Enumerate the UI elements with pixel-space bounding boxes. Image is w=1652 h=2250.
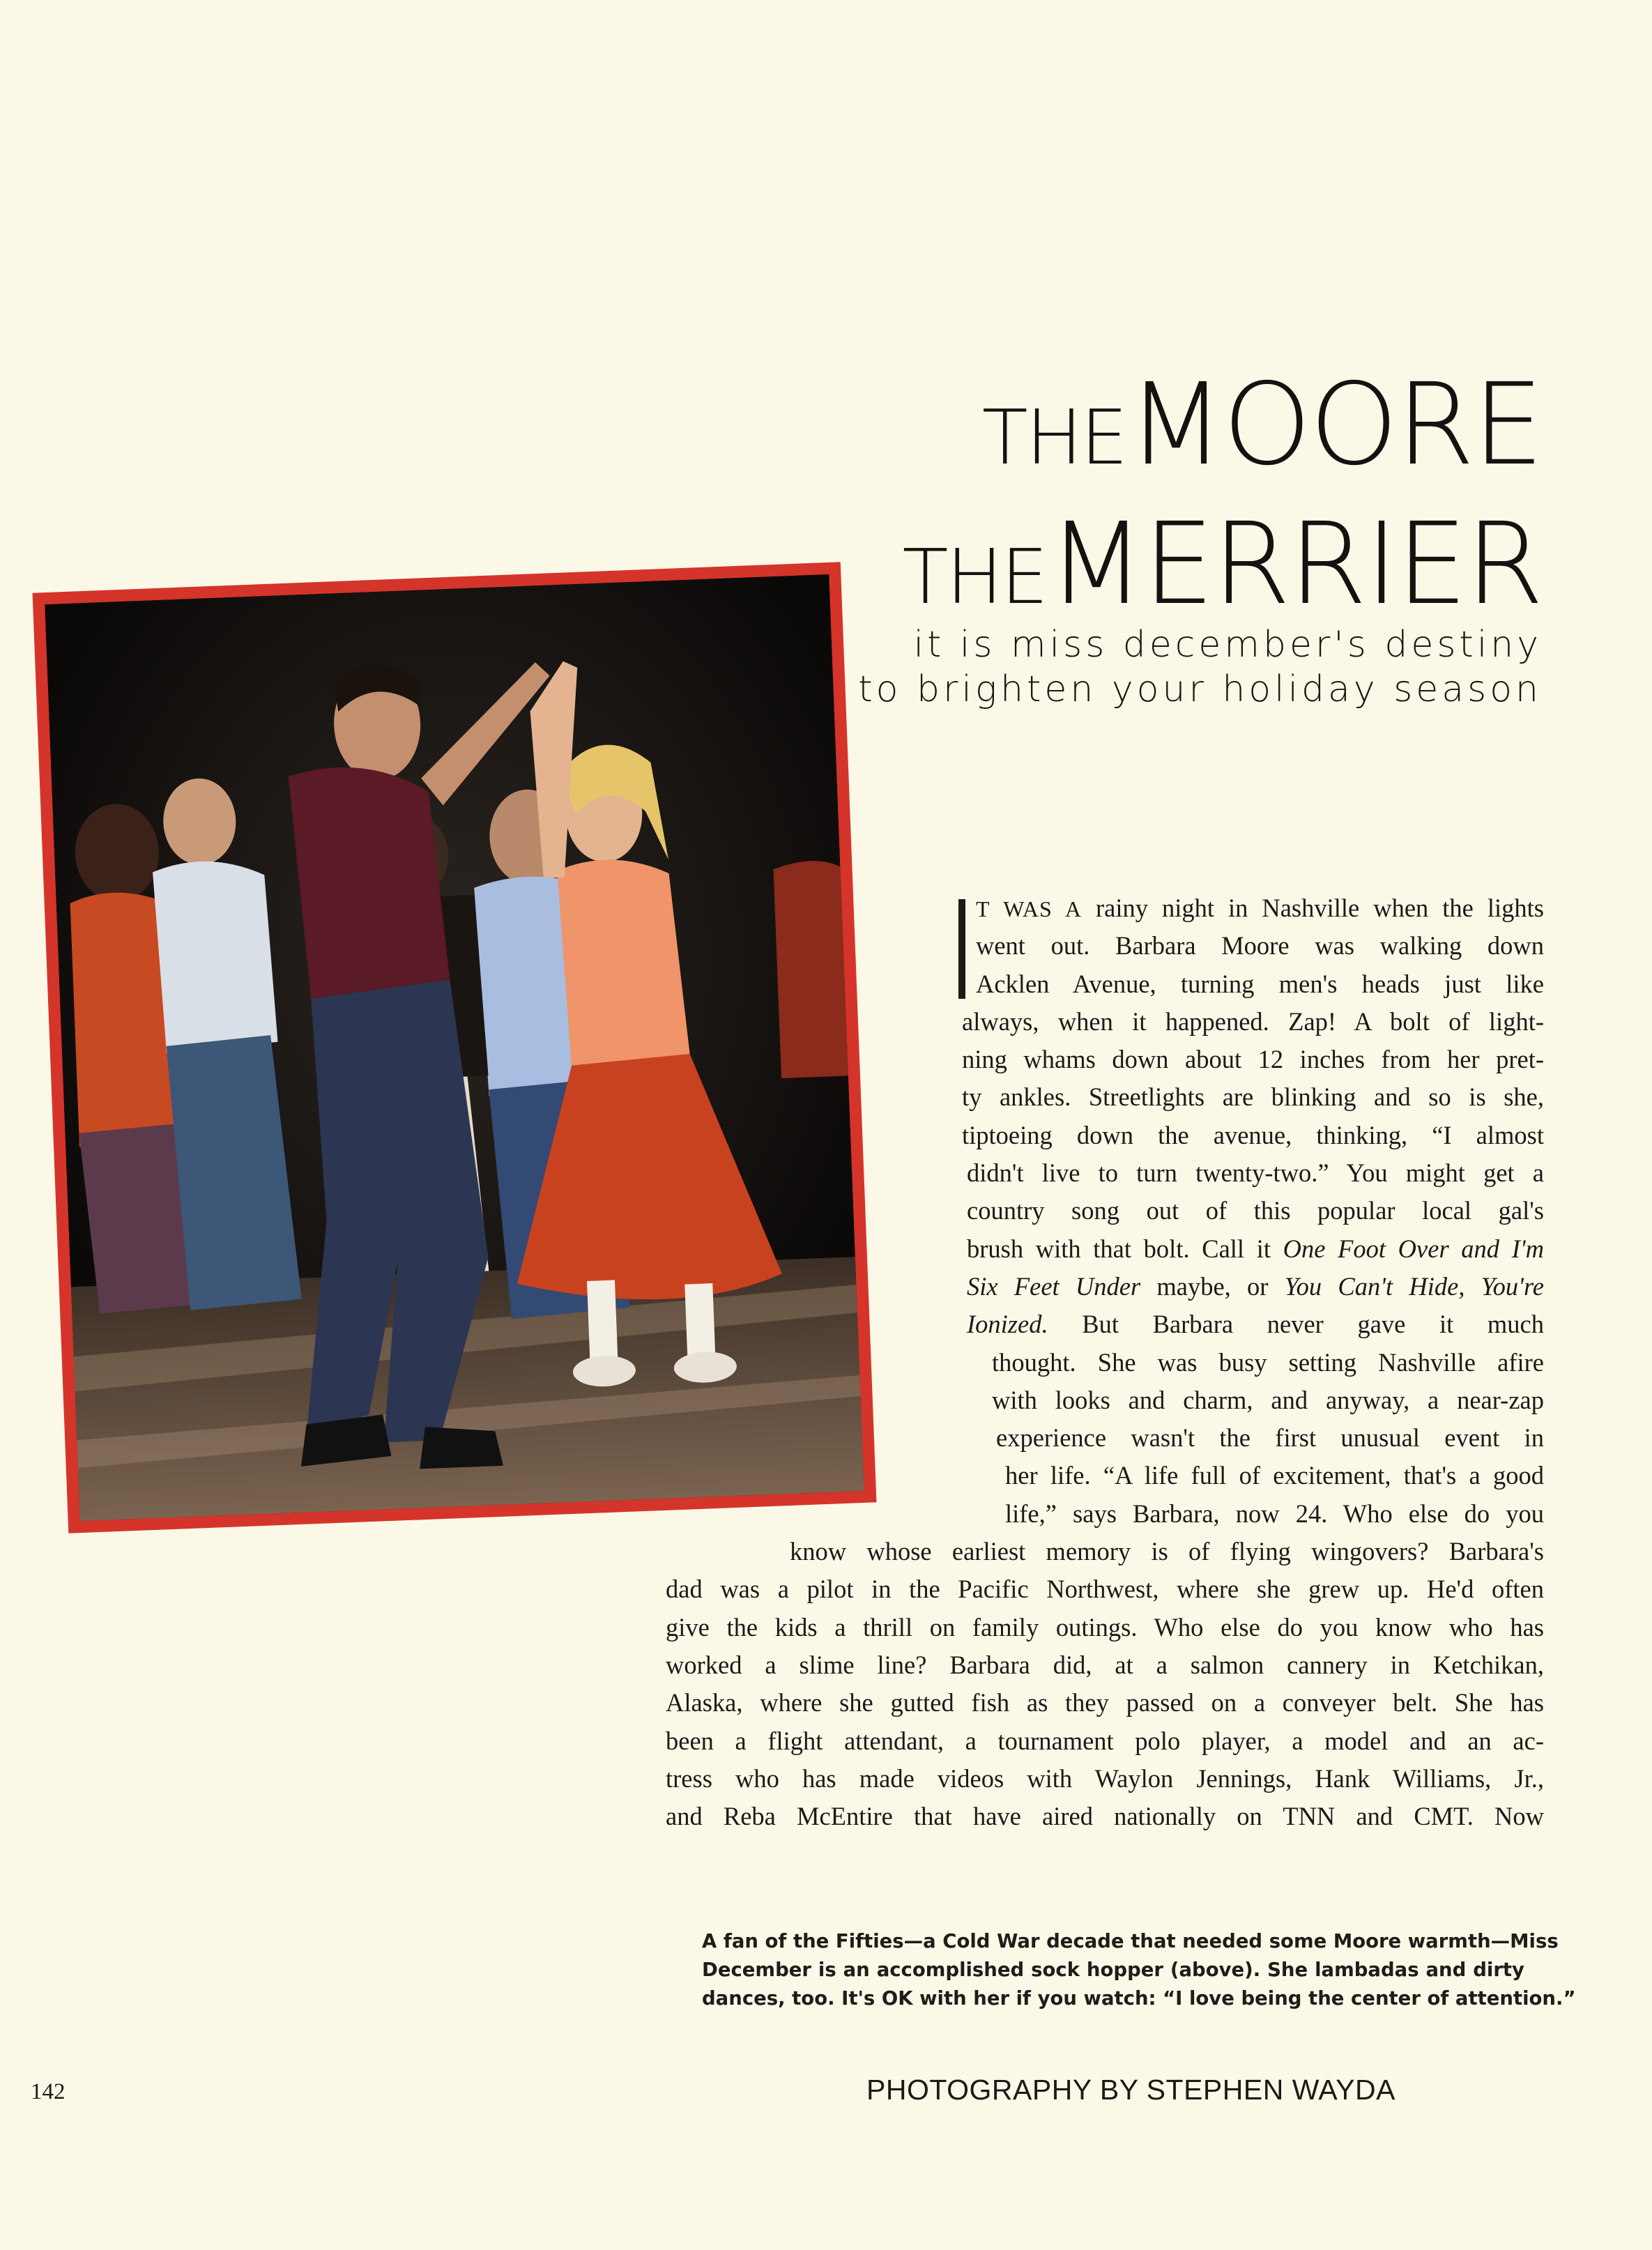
- body-line: brush with that bolt. Call it One Foot Over and I'm: [967, 1234, 1545, 1263]
- body-line: didn't live to turn twenty-two.” You might get a: [967, 1158, 1544, 1188]
- body-line: country song out of this popular local gal's: [967, 1196, 1544, 1225]
- body-line: give the kids a thrill on family outings. Who else do you know who has: [666, 1612, 1544, 1641]
- body-line: and Reba McEntire that have aired nationally on TNN and CMT. Now: [666, 1802, 1544, 1831]
- headline-the-1: THE: [981, 395, 1126, 482]
- subtitle-line-2: to brighten your holiday season: [858, 668, 1542, 710]
- photo-caption: [702, 1927, 1576, 2013]
- headline-line-1: [903, 360, 1542, 512]
- body-line: thought. She was busy setting Nashville afire: [992, 1347, 1544, 1377]
- headline-merrier: MERRIER: [1048, 499, 1542, 630]
- body-line: been a flight attendant, a tournament polo player, a model and an ac-: [666, 1726, 1544, 1755]
- body-line: T WAS A rainy night in Nashville when the lights: [976, 894, 1544, 922]
- song-title-1a: One Foot Over and I'm: [1283, 1234, 1545, 1263]
- body-line: worked a slime line? Barbara did, at a salmon cannery in Ketchikan,: [666, 1650, 1544, 1679]
- song-title-2a: You Can't Hide, You're: [1284, 1271, 1545, 1301]
- body-line: Acklen Avenue, turning men's heads just like: [976, 969, 1544, 998]
- body-line: tiptoeing down the avenue, thinking, “I almost: [962, 1120, 1544, 1149]
- lead-in: T WAS A: [976, 896, 1083, 921]
- body-line: Six Feet Under maybe, or You Can't Hide, You're: [967, 1271, 1545, 1301]
- caption-line: dances, too. It's OK with her if you watch: “I love being the center of attention.”: [702, 1987, 1576, 2010]
- song-title-2b: Ionized.: [967, 1310, 1048, 1339]
- body-line: ty ankles. Streetlights are blinking and so is she,: [962, 1082, 1544, 1112]
- headline: [902, 360, 1542, 652]
- caption-line: A fan of the Fifties—a Cold War decade that needed some Moore warmth—Miss: [702, 1930, 1559, 1952]
- article-body: [666, 889, 1544, 1835]
- body-line: tress who has made videos with Waylon Jennings, Hank Williams, Jr.,: [666, 1763, 1544, 1793]
- body-line: always, when it happened. Zap! A bolt of light-: [962, 1007, 1544, 1036]
- body-line: dad was a pilot in the Pacific Northwest, where she grew up. He'd often: [666, 1575, 1544, 1604]
- page-number: 142: [31, 2079, 66, 2104]
- body-line: her life. “A life full of excitement, that's a good: [1005, 1461, 1544, 1490]
- body-line: Alaska, where she gutted fish as they passed on a conveyer belt. She has: [666, 1688, 1544, 1717]
- body-line: life,” says Barbara, now 24. Who else do you: [1005, 1499, 1544, 1528]
- subtitle: [858, 622, 1542, 712]
- body-line: experience wasn't the first unusual event in: [996, 1423, 1544, 1453]
- song-title-1b: Six Feet Under: [967, 1271, 1141, 1301]
- subtitle-line-1: it is miss december's destiny: [913, 624, 1542, 666]
- body-line: Ionized. But Barbara never gave it much: [967, 1310, 1544, 1339]
- headline-the-2: THE: [902, 534, 1046, 621]
- body-line: know whose earliest memory is of flying wingovers? Barbara's: [790, 1537, 1544, 1566]
- body-line: ning whams down about 12 inches from her pret-: [962, 1045, 1544, 1074]
- caption-line: December is an accomplished sock hopper (above). She lambadas and dirty: [702, 1959, 1524, 1981]
- body-line: went out. Barbara Moore was walking down: [976, 931, 1544, 961]
- photo-credit: PHOTOGRAPHY BY STEPHEN WAYDA: [866, 2074, 1396, 2106]
- headline-moore: MOORE: [1127, 360, 1542, 491]
- body-line: with looks and charm, and anyway, a near-zap: [992, 1385, 1544, 1414]
